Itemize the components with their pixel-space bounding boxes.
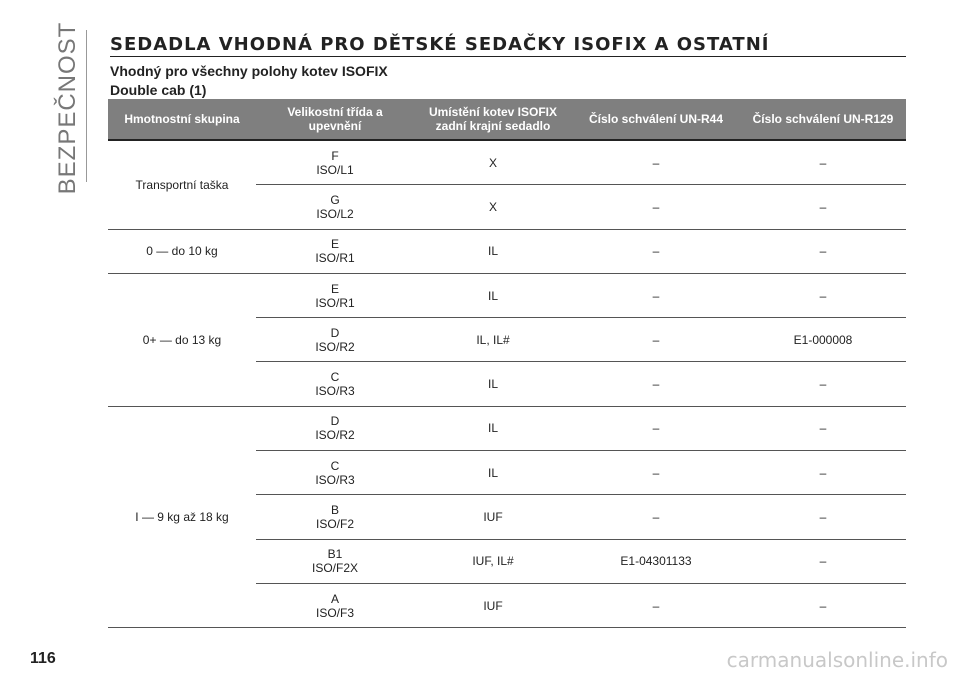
r44-cell: – bbox=[572, 185, 740, 229]
section-name: BEZPEČNOST bbox=[54, 21, 81, 195]
size-class-cell: D ISO/R2 bbox=[256, 406, 414, 450]
position-cell: IL bbox=[414, 362, 572, 406]
r44-cell: – bbox=[572, 140, 740, 185]
r44-cell: E1-04301133 bbox=[572, 539, 740, 583]
r129-cell: – bbox=[740, 185, 906, 229]
position-cell: IL bbox=[414, 406, 572, 450]
r44-cell: – bbox=[572, 273, 740, 317]
watermark: carmanualsonline.info bbox=[726, 648, 948, 672]
header-weight-group: Hmotnostní skupina bbox=[108, 99, 256, 140]
position-cell: IUF bbox=[414, 583, 572, 627]
r129-cell: – bbox=[740, 273, 906, 317]
size-class-cell: C ISO/R3 bbox=[256, 451, 414, 495]
size-class-cell: G ISO/L2 bbox=[256, 185, 414, 229]
size-class-cell: B ISO/F2 bbox=[256, 495, 414, 539]
section-side-label bbox=[48, 21, 88, 195]
table-row bbox=[108, 140, 906, 185]
table-row bbox=[108, 229, 906, 273]
side-divider bbox=[86, 30, 87, 182]
position-cell: X bbox=[414, 140, 572, 185]
subtitle-isofix: Vhodný pro všechny polohy kotev ISOFIX bbox=[110, 63, 388, 79]
size-class-cell: D ISO/R2 bbox=[256, 318, 414, 362]
r44-cell: – bbox=[572, 495, 740, 539]
r129-cell: – bbox=[740, 140, 906, 185]
position-cell: IL bbox=[414, 273, 572, 317]
r129-cell: – bbox=[740, 495, 906, 539]
r129-cell: – bbox=[740, 229, 906, 273]
size-class-cell: A ISO/F3 bbox=[256, 583, 414, 627]
position-cell: IL bbox=[414, 451, 572, 495]
title-underline bbox=[110, 56, 906, 57]
weight-group-cell: I — 9 kg až 18 kg bbox=[108, 406, 256, 627]
r129-cell: – bbox=[740, 362, 906, 406]
r129-cell: E1-000008 bbox=[740, 318, 906, 362]
size-class-cell: F ISO/L1 bbox=[256, 140, 414, 185]
position-cell: IL, IL# bbox=[414, 318, 572, 362]
isofix-table bbox=[108, 99, 906, 628]
r129-cell: – bbox=[740, 451, 906, 495]
size-class-cell: C ISO/R3 bbox=[256, 362, 414, 406]
position-cell: IL bbox=[414, 229, 572, 273]
position-cell: X bbox=[414, 185, 572, 229]
weight-group-cell: 0+ — do 13 kg bbox=[108, 273, 256, 406]
r44-cell: – bbox=[572, 229, 740, 273]
position-cell: IUF bbox=[414, 495, 572, 539]
r44-cell: – bbox=[572, 406, 740, 450]
header-r129: Číslo schválení UN-R129 bbox=[740, 99, 906, 140]
size-class-cell: E ISO/R1 bbox=[256, 273, 414, 317]
position-cell: IUF, IL# bbox=[414, 539, 572, 583]
table-row bbox=[108, 406, 906, 450]
table-row bbox=[108, 273, 906, 317]
weight-group-cell: Transportní taška bbox=[108, 140, 256, 229]
r129-cell: – bbox=[740, 406, 906, 450]
header-r44: Číslo schválení UN-R44 bbox=[572, 99, 740, 140]
r44-cell: – bbox=[572, 583, 740, 627]
r44-cell: – bbox=[572, 318, 740, 362]
page-title: SEDADLA VHODNÁ PRO DĚTSKÉ SEDAČKY ISOFIX A OSTATNÍ bbox=[110, 34, 770, 55]
table-header-row bbox=[108, 99, 906, 140]
size-class-cell: B1 ISO/F2X bbox=[256, 539, 414, 583]
r44-cell: – bbox=[572, 362, 740, 406]
header-isofix-position: Umístění kotev ISOFIX zadní krajní sedadlo bbox=[414, 99, 572, 140]
header-size-class: Velikostní třída a upevnění bbox=[256, 99, 414, 140]
page-number: 116 bbox=[30, 650, 56, 667]
r129-cell: – bbox=[740, 539, 906, 583]
r44-cell: – bbox=[572, 451, 740, 495]
weight-group-cell: 0 — do 10 kg bbox=[108, 229, 256, 273]
size-class-cell: E ISO/R1 bbox=[256, 229, 414, 273]
subtitle-cab: Double cab (1) bbox=[110, 82, 207, 98]
r129-cell: – bbox=[740, 583, 906, 627]
